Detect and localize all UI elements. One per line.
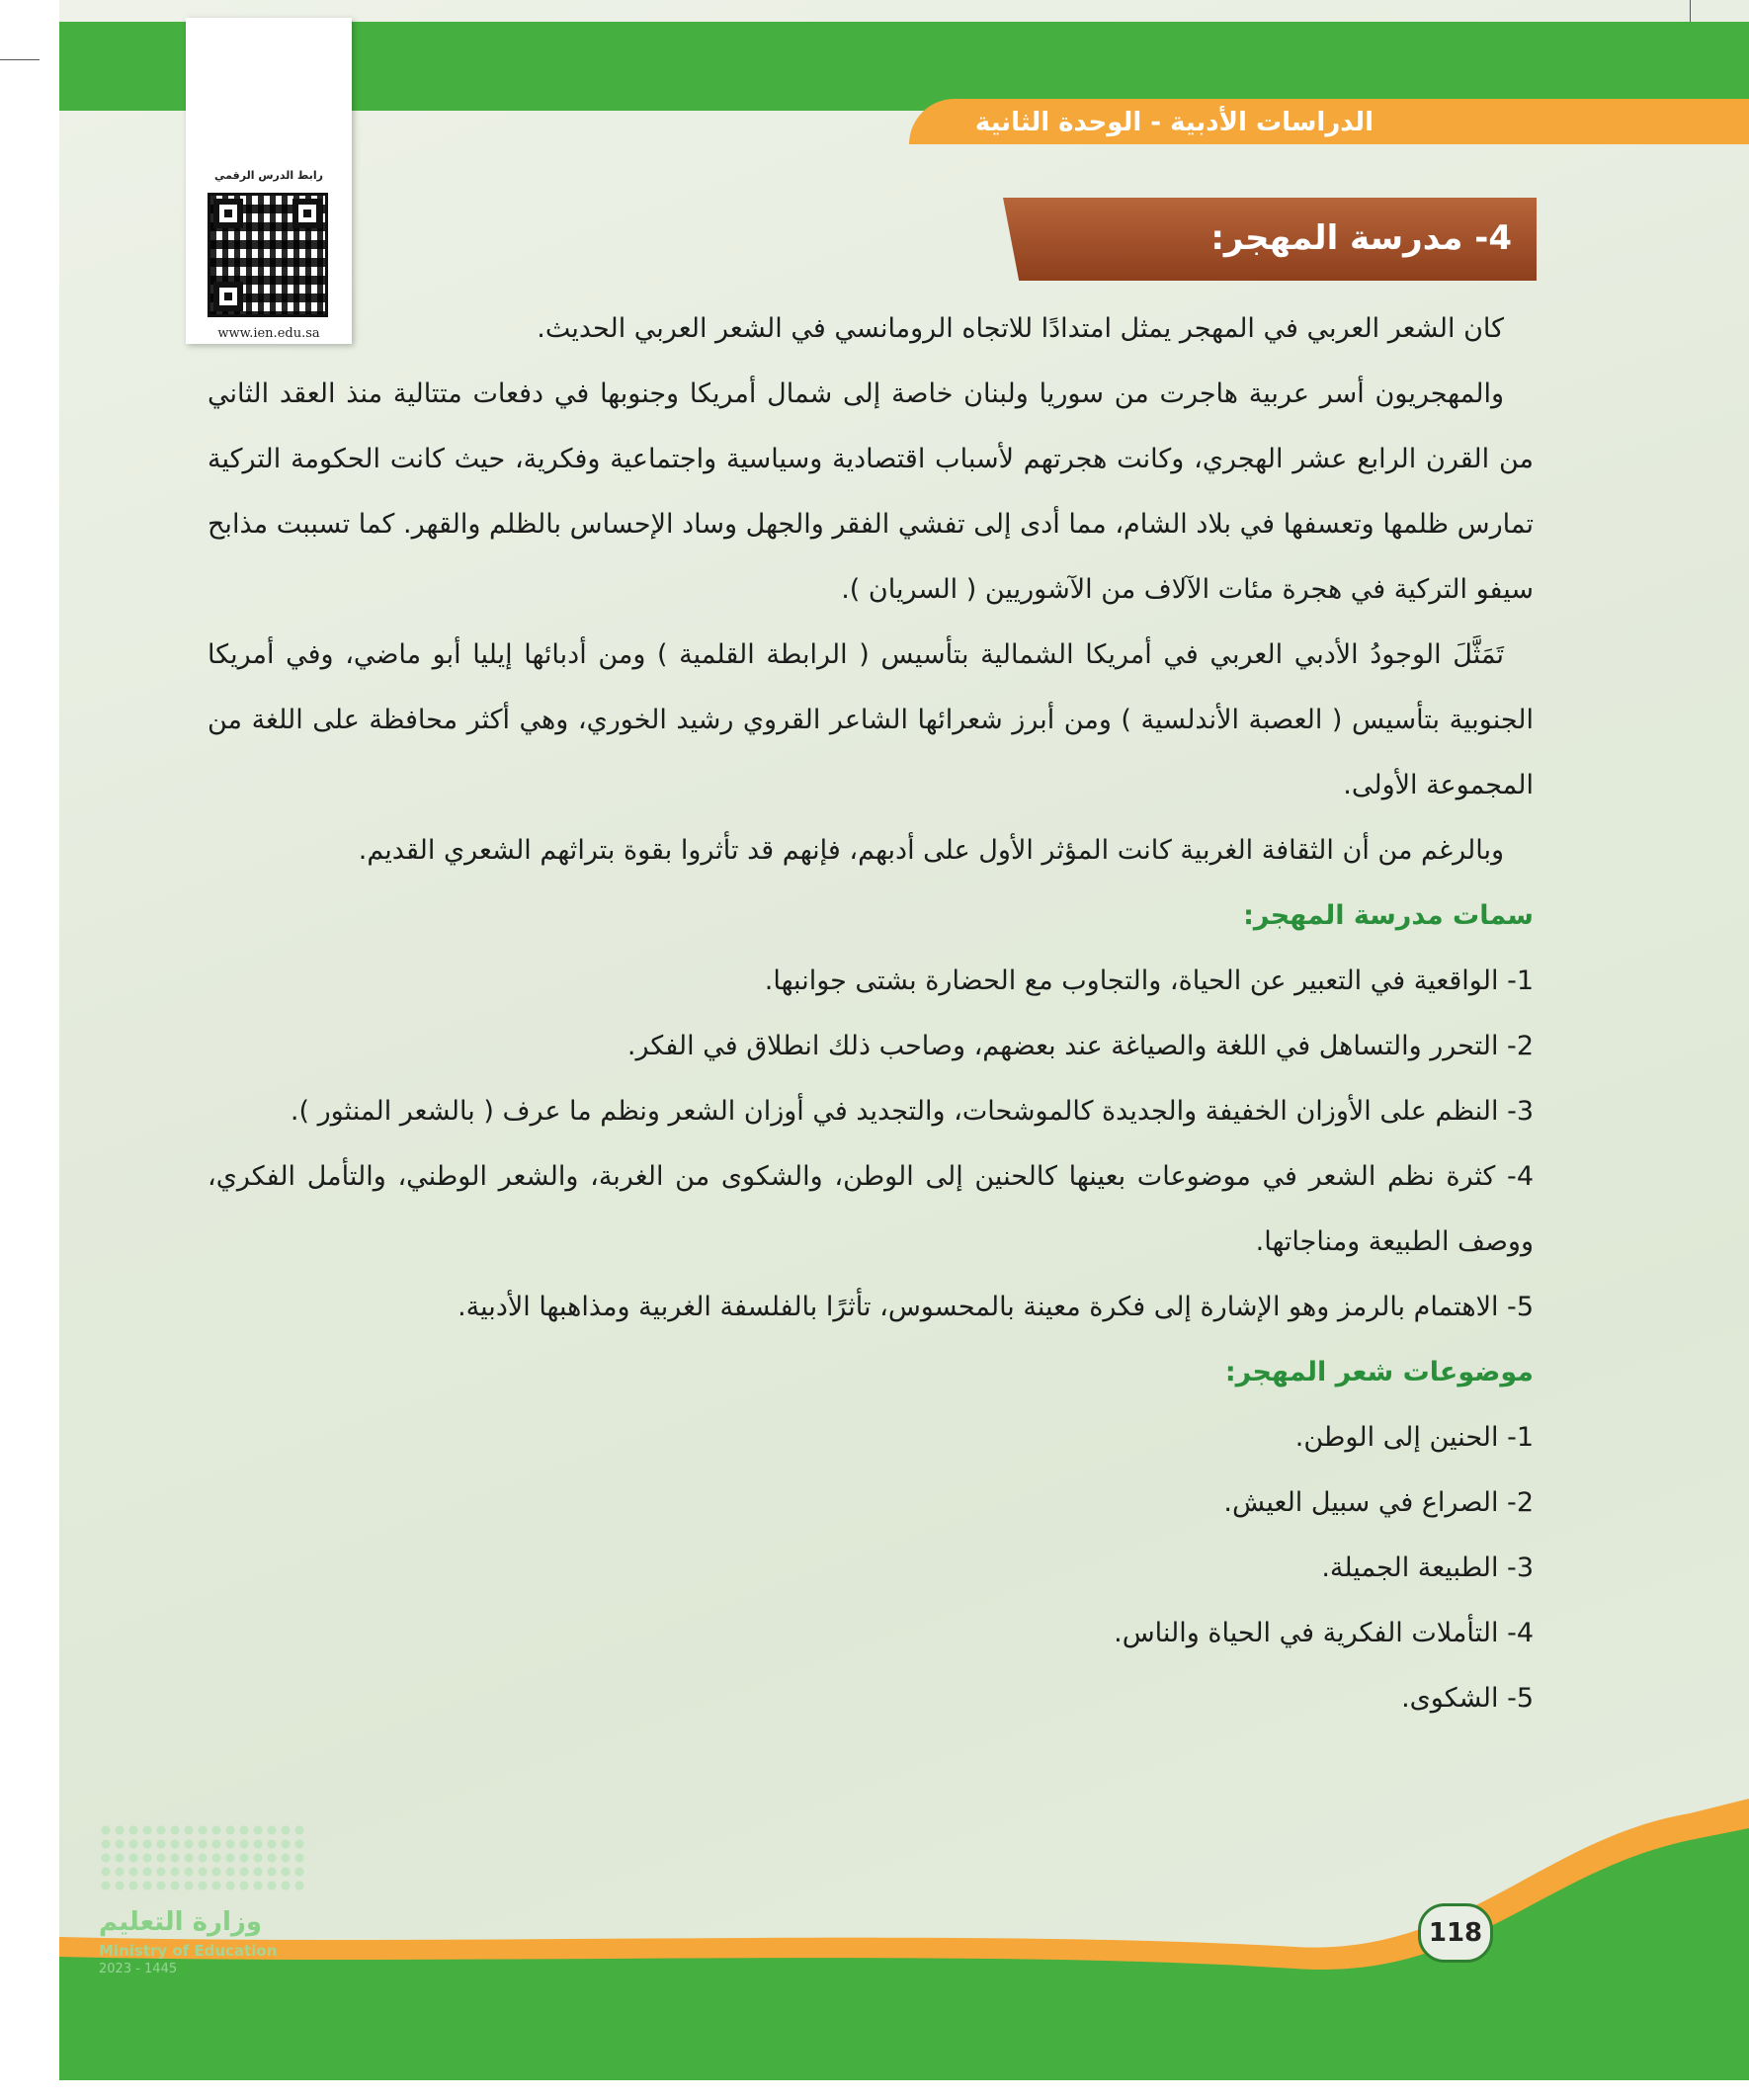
paragraph: تَمَثَّلَ الوجودُ الأدبي العربي في أمريكا الشمالية بتأسيس ( الرابطة القلمية ) ومن أدبائها إيليا أبو ماضي، وفي أمريكا الجنوبية بتأسيس ( العصبة الأندلسية ) ومن أبرز شعرائها الشاعر القروي رشيد الخوري، وهي أكثر محافظة على اللغة من المجموعة الأولى. xyxy=(208,639,1534,800)
paragraph: كان الشعر العربي في المهجر يمثل امتدادًا للاتجاه الرومانسي في الشعر العربي الحديث. xyxy=(537,313,1504,344)
qr-finder-icon xyxy=(213,199,243,228)
list-item: 1- الواقعية في التعبير عن الحياة، والتجاوب مع الحضارة بشتى جوانبها. xyxy=(764,966,1534,996)
qr-finder-icon xyxy=(292,199,322,228)
list-item: 3- النظم على الأوزان الخفيفة والجديدة كالموشحات، والتجديد في أوزان الشعر ونظم ما عرف ( بالشعر المنثور ). xyxy=(290,1096,1534,1127)
list-item: 2- الصراع في سبيل العيش. xyxy=(1223,1487,1534,1518)
list-item: 4- كثرة نظم الشعر في موضوعات بعينها كالحنين إلى الوطن، والشكوى من الغربة، والشعر الوطني، والتأمل الفكري، ووصف الطبيعة ومناجاتها. xyxy=(208,1161,1534,1257)
paragraph: وبالرغم من أن الثقافة الغربية كانت المؤثر الأول على أدبهم، فإنهم قد تأثروا بقوة بتراثهم الشعري القديم. xyxy=(358,835,1504,866)
ministry-year: 2023 - 1445 xyxy=(99,1962,178,1976)
list-item: 2- التحرر والتساهل في اللغة والصياغة عند بعضهم، وصاحب ذلك انطلاق في الفكر. xyxy=(626,1031,1534,1061)
ministry-name-en: Ministry of Education xyxy=(99,1942,278,1960)
ministry-name-ar: وزارة التعليم xyxy=(99,1907,262,1937)
list-item: 4- التأملات الفكرية في الحياة والناس. xyxy=(1114,1618,1534,1648)
page-number: 118 xyxy=(1418,1903,1493,1963)
list-item: 3- الطبيعة الجميلة. xyxy=(1321,1553,1534,1583)
crop-mark xyxy=(0,59,40,60)
features-heading: سمات مدرسة المهجر: xyxy=(1243,900,1534,931)
qr-url[interactable]: www.ien.edu.sa xyxy=(217,326,320,341)
paragraph: والمهجريون أسر عربية هاجرت من سوريا ولبنان خاصة إلى شمال أمريكا وجنوبها في دفعات متتالية منذ العقد الثاني من القرن الرابع عشر الهجري، وكانت هجرتهم لأسباب اقتصادية وسياسية واجتماعية وفكرية، حيث كانت الحكومة التركية تمارس ظلمها وتعسفها في بلاد الشام، مما أدى إلى تفشي الفقر والجهل وساد الإحساس بالظلم والقهر. كما تسببت مذابح سيفو التركية في هجرة مئات الآلاف من الآشوريين ( السريان ). xyxy=(208,378,1534,605)
footer-wave xyxy=(59,1799,1749,2100)
header-title: الدراسات الأدبية - الوحدة الثانية xyxy=(974,108,1374,137)
section-title: 4- مدرسة المهجر: xyxy=(1210,218,1512,258)
footer-wave-green xyxy=(59,1828,1749,2100)
list-item: 1- الحنين إلى الوطن. xyxy=(1294,1422,1534,1453)
ministry-logo-icon xyxy=(99,1823,306,1892)
lesson-content xyxy=(208,296,1534,1731)
qr-label: رابط الدرس الرقمي xyxy=(214,169,323,182)
topics-heading: موضوعات شعر المهجر: xyxy=(1224,1357,1534,1387)
list-item: 5- الشكوى. xyxy=(1401,1683,1534,1714)
footer-margin xyxy=(59,2080,1749,2100)
qr-card[interactable] xyxy=(186,18,352,344)
list-item: 5- الاهتمام بالرمز وهو الإشارة إلى فكرة معينة بالمحسوس، تأثرًا بالفلسفة الغربية ومذاهبها الأدبية. xyxy=(458,1292,1534,1322)
